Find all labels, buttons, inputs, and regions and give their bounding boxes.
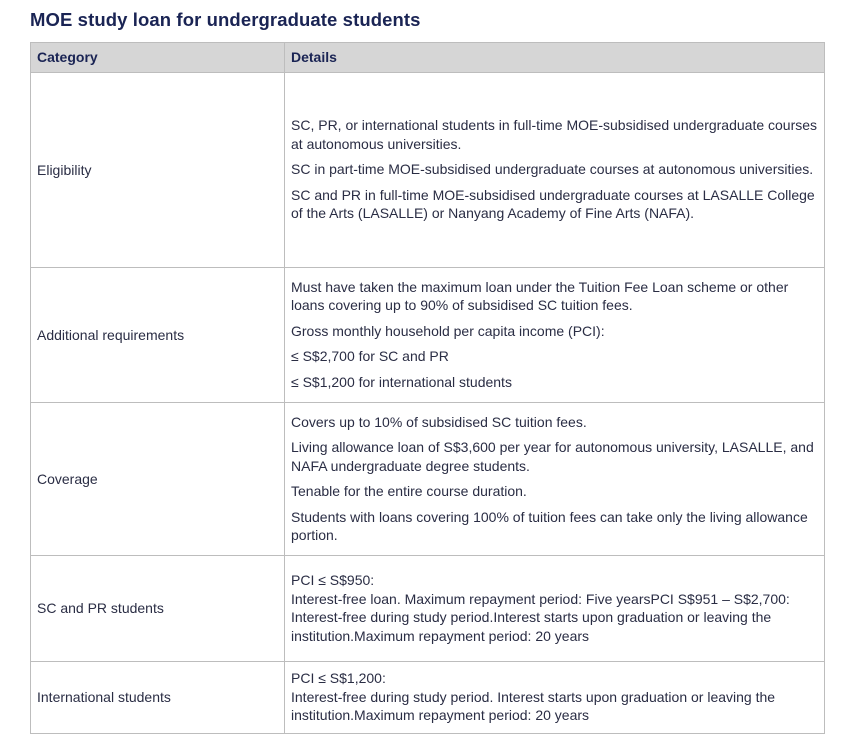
page-title: MOE study loan for undergraduate students bbox=[30, 9, 421, 30]
detail-text: ≤ S$1,200 for international students bbox=[291, 373, 512, 390]
details-cell bbox=[285, 556, 825, 662]
details-cell bbox=[285, 73, 825, 268]
table-row bbox=[31, 268, 825, 403]
table-row bbox=[31, 662, 825, 734]
details-cell bbox=[285, 268, 825, 403]
detail-text: SC, PR, or international students in full-time MOE-subsidised undergraduate courses at autonomous universities. bbox=[291, 117, 818, 152]
table-row bbox=[31, 403, 825, 556]
detail-text: Gross monthly household per capita income (PCI): bbox=[291, 322, 605, 339]
detail-text: Must have taken the maximum loan under the Tuition Fee Loan scheme or other loans covering up to 90% of subsidised SC tuition fees. bbox=[291, 278, 789, 314]
detail-text: Interest-free loan. Maximum repayment period: Five yearsPCI S$951 – S$2,700: bbox=[291, 590, 790, 607]
category-cell: Additional requirements bbox=[31, 268, 285, 403]
detail-text: Interest-free during study period. Interest starts upon graduation or leaving the institution.Maximum repayment period: 20 years bbox=[291, 688, 776, 723]
detail-text: Covers up to 10% of subsidised SC tuition fees. bbox=[291, 413, 587, 430]
header-details: Details bbox=[285, 43, 825, 73]
detail-text: PCI ≤ S$1,200: bbox=[291, 670, 386, 686]
details-cell bbox=[285, 662, 825, 734]
detail-text: SC in part-time MOE-subsidised undergraduate courses at autonomous universities. bbox=[291, 161, 814, 178]
header-category: Category bbox=[31, 43, 285, 73]
detail-text: Students with loans covering 100% of tuition fees can take only the living allowance portion. bbox=[291, 508, 808, 543]
table-header-row bbox=[31, 43, 825, 73]
detail-text: Interest-free during study period.Interest starts upon graduation or leaving the institution.Maximum repayment period: 20 years bbox=[291, 609, 772, 644]
category-cell: Eligibility bbox=[31, 73, 285, 268]
details-cell bbox=[285, 403, 825, 556]
detail-text: Tenable for the entire course duration. bbox=[291, 483, 527, 499]
category-cell: Coverage bbox=[31, 403, 285, 556]
loan-table bbox=[30, 42, 825, 734]
table-row bbox=[31, 73, 825, 268]
category-cell: SC and PR students bbox=[31, 556, 285, 662]
category-cell: International students bbox=[31, 662, 285, 734]
table-row bbox=[31, 556, 825, 662]
detail-text: ≤ S$2,700 for SC and PR bbox=[291, 348, 449, 365]
detail-text: SC and PR in full-time MOE-subsidised undergraduate courses at LASALLE College of the Arts (LASALLE) or Nanyang Academy of Fine Arts (NAFA). bbox=[291, 186, 815, 222]
detail-text: PCI ≤ S$950: bbox=[291, 572, 375, 588]
detail-text: Living allowance loan of S$3,600 per year for autonomous university, LASALLE, and NAFA undergraduate degree students. bbox=[291, 439, 814, 474]
